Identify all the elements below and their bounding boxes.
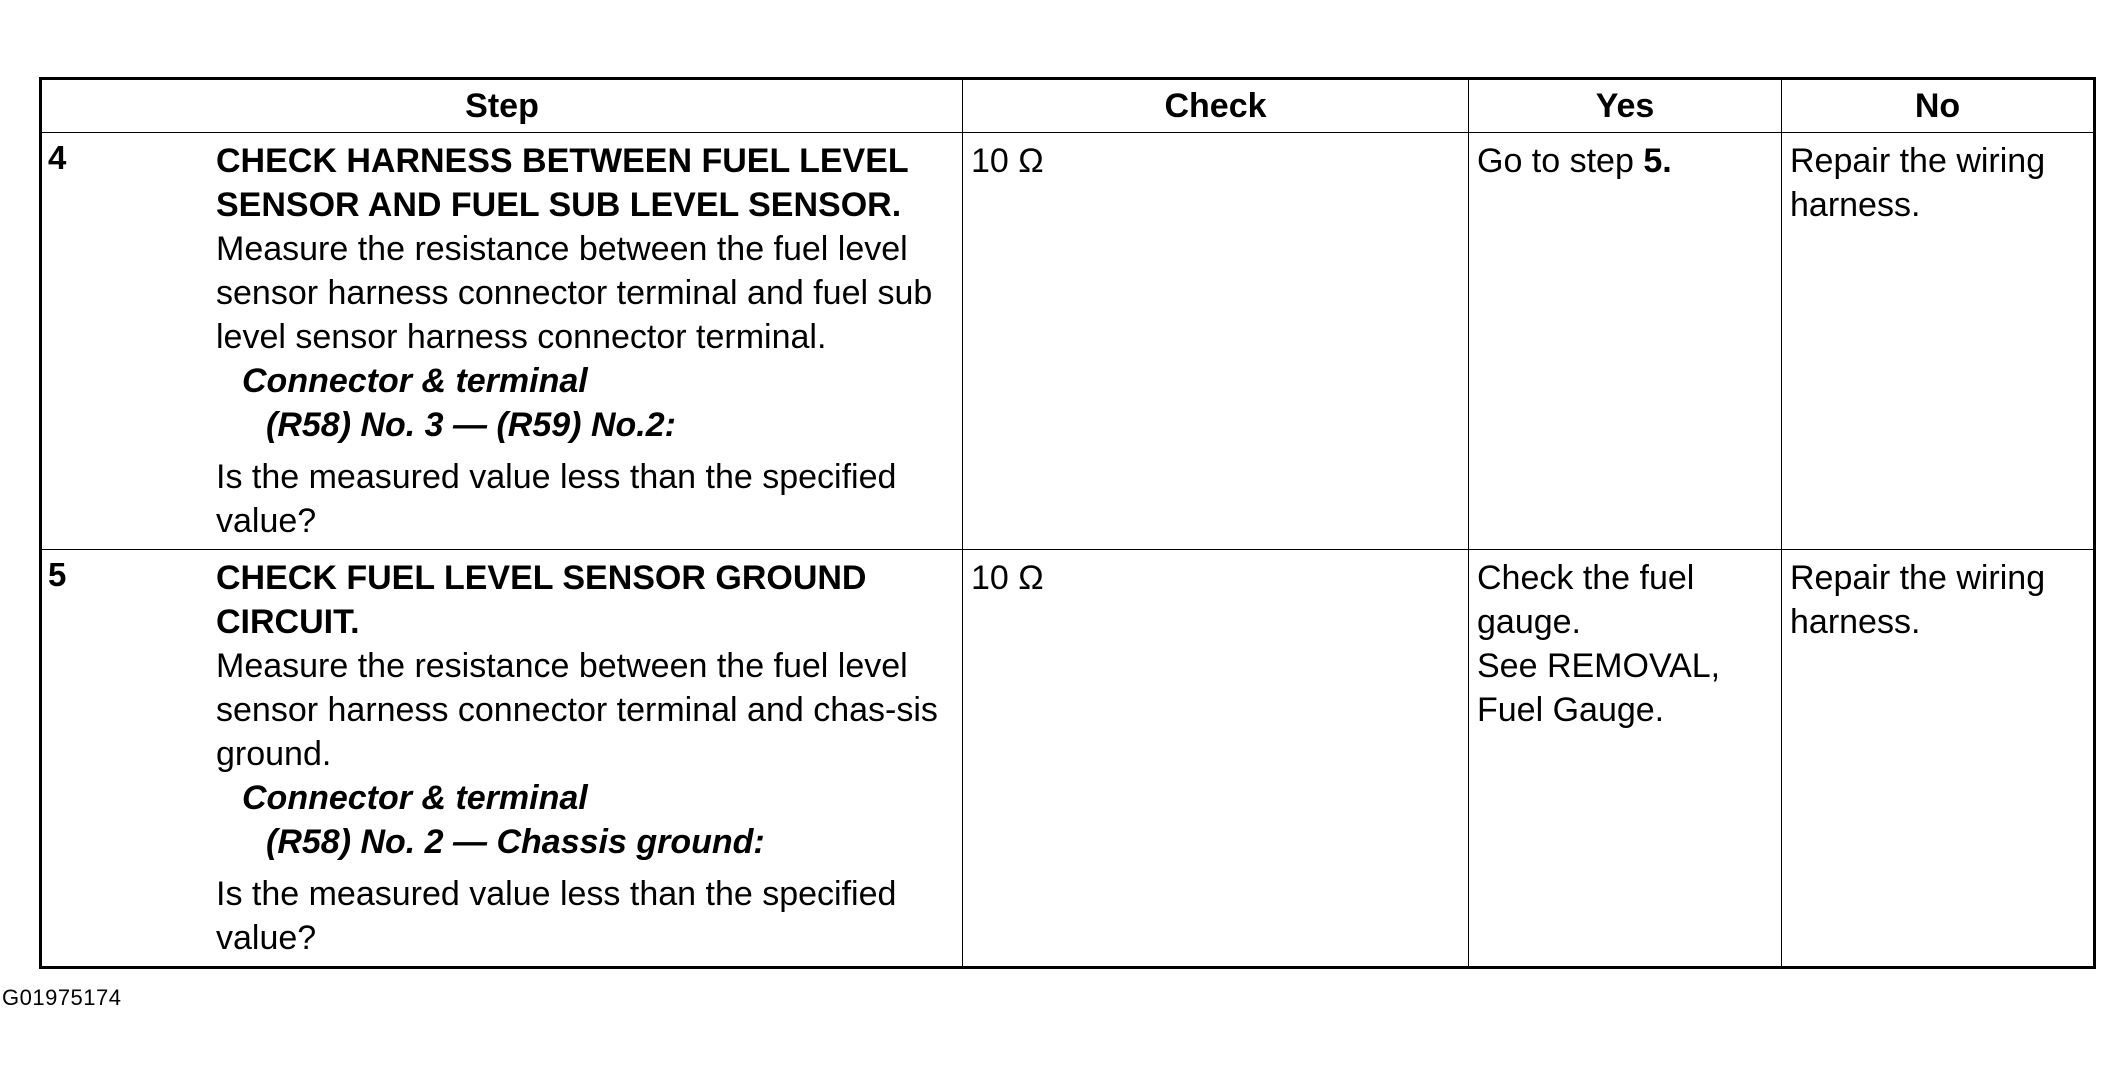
step-number: 4 [48, 139, 67, 176]
step-instruction: Measure the resistance between the fuel level sensor harness connector terminal and fuel sub level sensor harness connector terminal. [216, 230, 933, 356]
yes-line-2: See REMOVAL, Fuel Gauge. [1477, 647, 1721, 729]
connector-label: Connector & terminal [242, 362, 588, 400]
step-title: CHECK FUEL LEVEL SENSOR GROUND CIRCUIT. [216, 559, 867, 641]
step-title: CHECK HARNESS BETWEEN FUEL LEVEL SENSOR AND FUEL SUB LEVEL SENSOR. [216, 142, 909, 224]
step-question: Is the measured value less than the specified value? [216, 458, 897, 540]
check-value: 10 Ω [971, 142, 1044, 180]
step-cell [41, 133, 963, 550]
table-row [41, 550, 2095, 968]
yes-cell [1469, 550, 1782, 968]
check-value: 10 Ω [971, 559, 1044, 597]
step-question: Is the measured value less than the specified value? [216, 875, 897, 957]
yes-prefix: Go to step [1477, 142, 1644, 180]
diagnostic-table [39, 77, 2096, 969]
step-body [216, 550, 962, 966]
table-row [41, 133, 2095, 550]
no-cell [1782, 133, 2095, 550]
connector-value: (R58) No. 2 — Chassis ground: [266, 823, 765, 861]
check-cell [963, 133, 1469, 550]
step-number: 5 [48, 556, 67, 593]
yes-text [1469, 550, 1781, 738]
connector-label: Connector & terminal [242, 779, 588, 817]
check-cell [963, 550, 1469, 968]
header-step: Step [41, 79, 963, 133]
connector-value: (R58) No. 3 — (R59) No.2: [266, 406, 676, 444]
yes-text [1469, 133, 1781, 189]
no-text: Repair the wiring harness. [1790, 559, 2046, 641]
yes-line-1: Check the fuel gauge. [1477, 559, 1695, 641]
yes-step-ref: 5. [1643, 142, 1672, 180]
step-cell [41, 550, 963, 968]
no-cell [1782, 550, 2095, 968]
header-check: Check [963, 79, 1469, 133]
header-no: No [1782, 79, 2095, 133]
step-body [216, 133, 962, 549]
table-header-row [41, 79, 2095, 133]
header-yes: Yes [1469, 79, 1782, 133]
yes-cell [1469, 133, 1782, 550]
step-instruction: Measure the resistance between the fuel level sensor harness connector terminal and chas-sis ground. [216, 647, 938, 773]
no-text: Repair the wiring harness. [1790, 142, 2046, 224]
figure-id: G01975174 [2, 985, 122, 1010]
